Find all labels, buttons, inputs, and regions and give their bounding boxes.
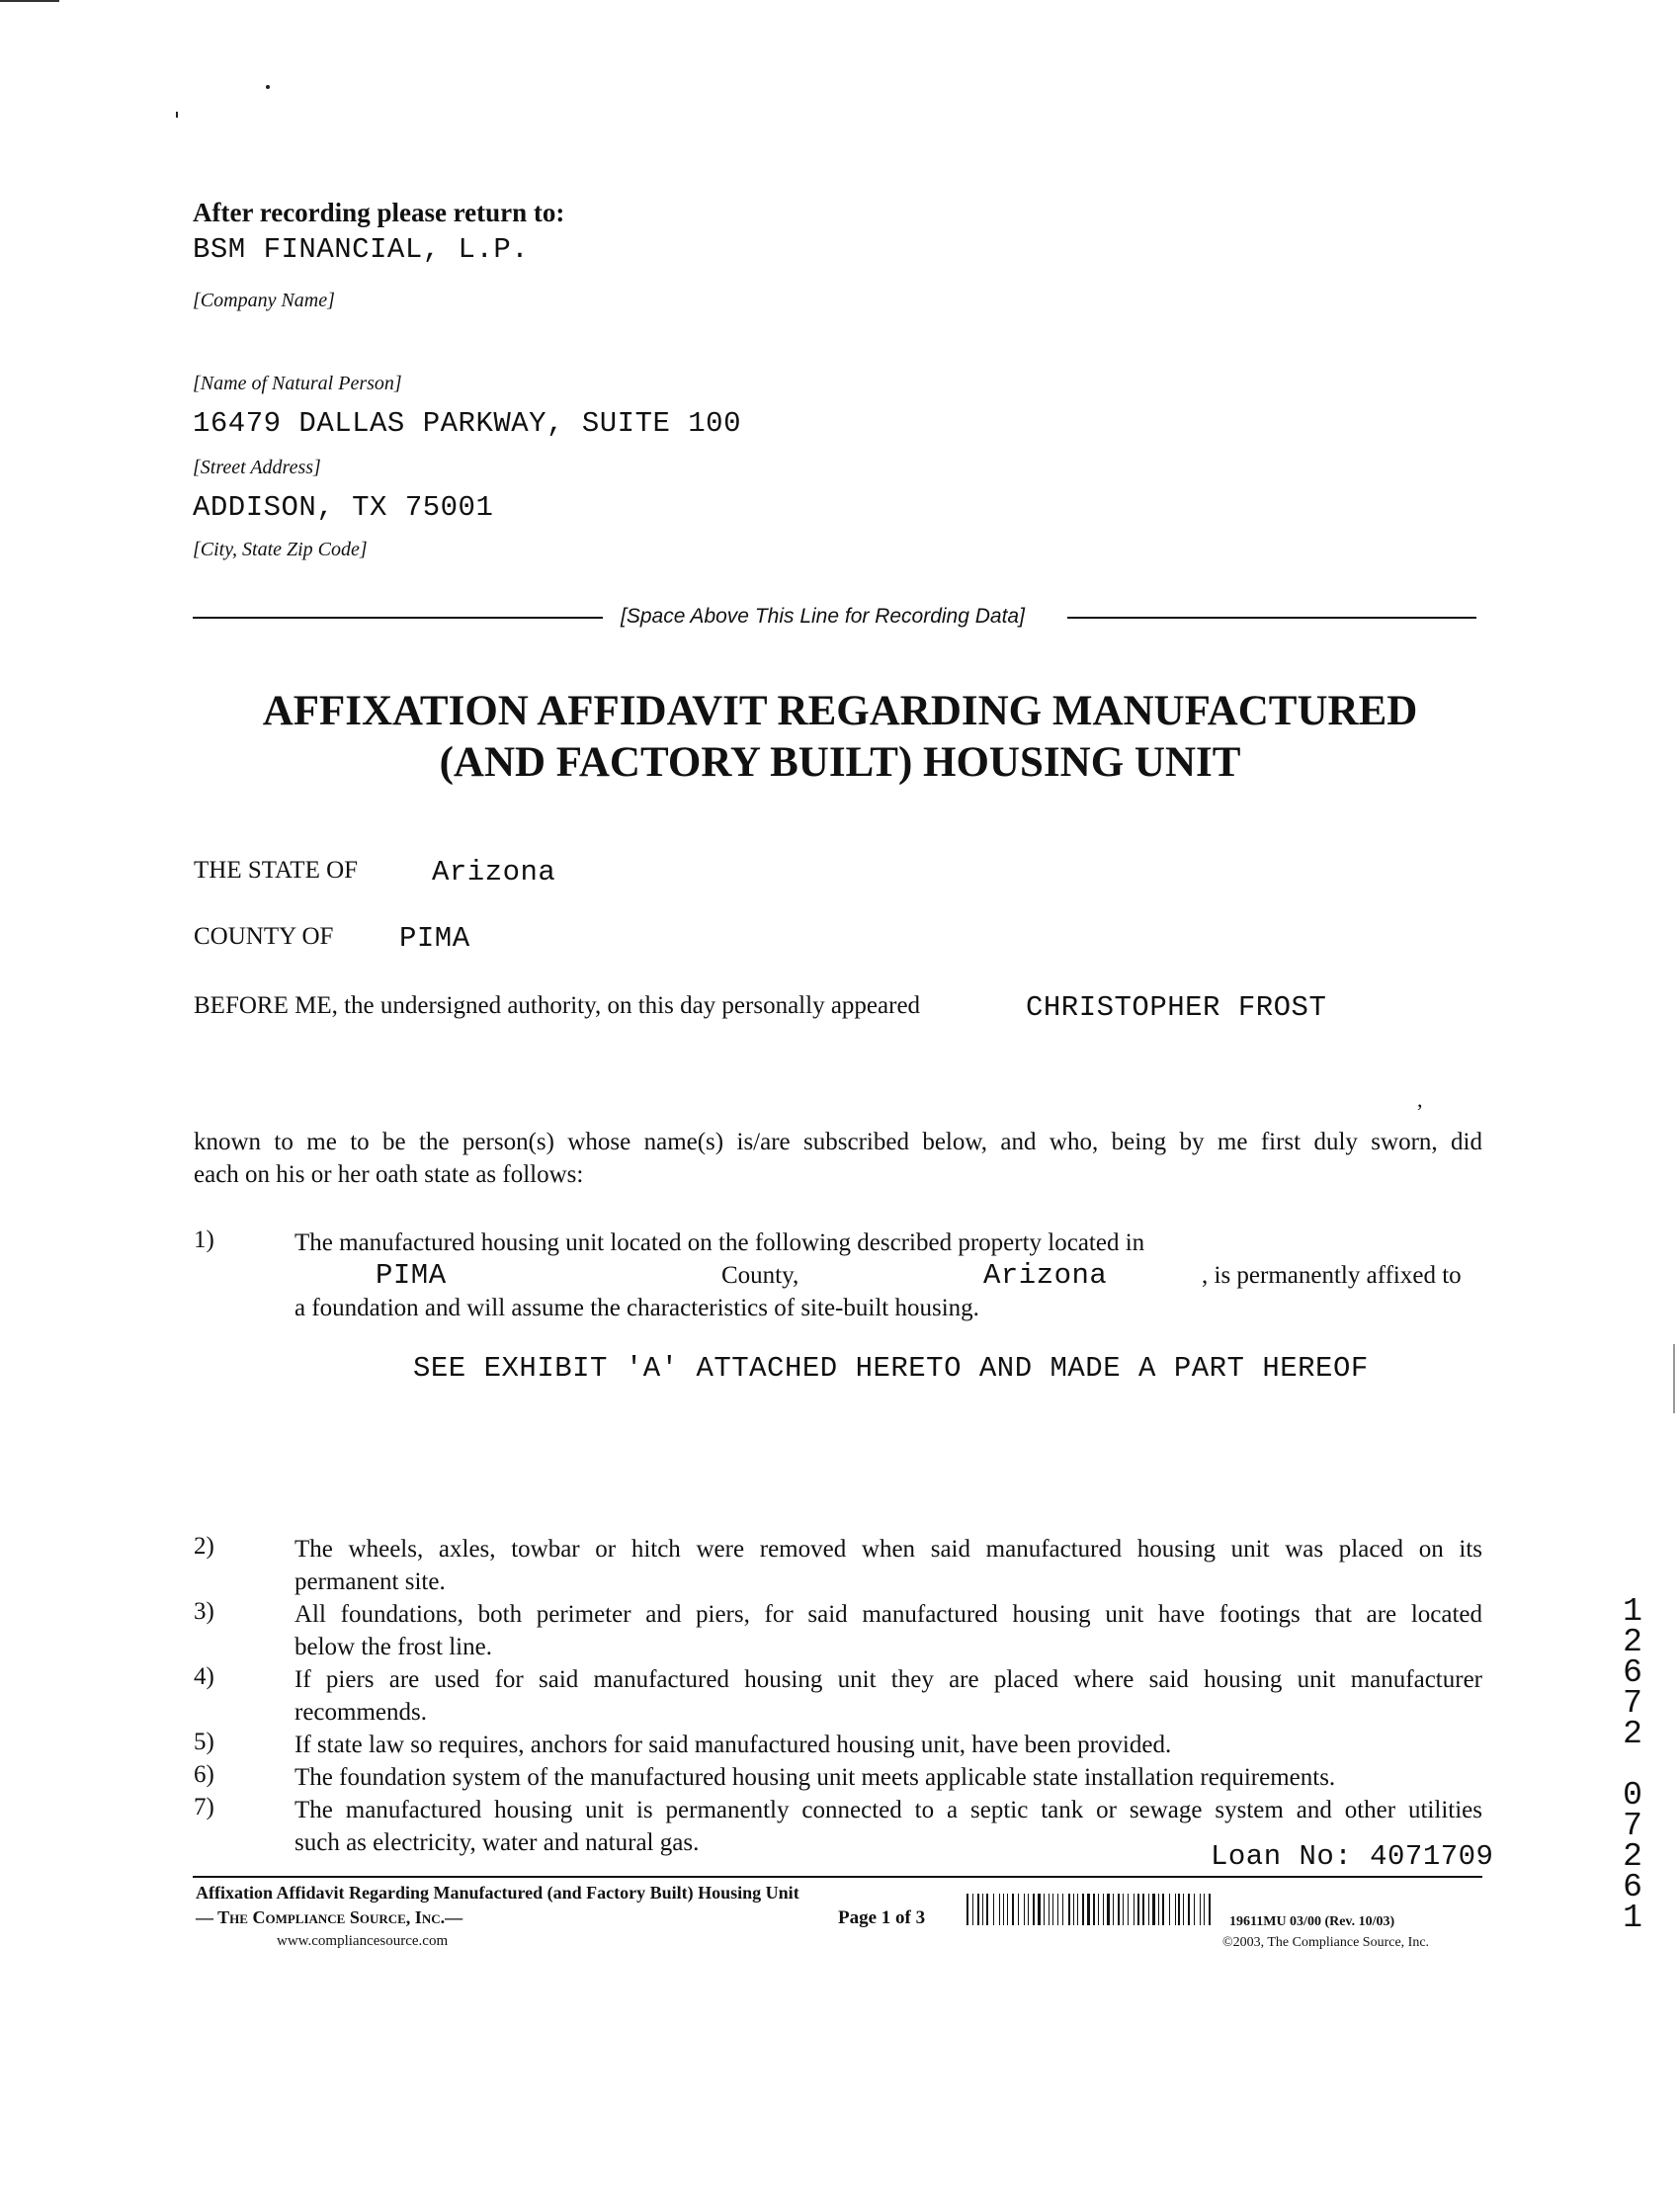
item-4-line1: If piers are used for said manufactured housing unit they are placed where said housing unit manufacturer <box>294 1666 1482 1693</box>
item-1-line1: The manufactured housing unit located on the following described property located in <box>294 1229 1145 1256</box>
item-7-number: 7) <box>194 1794 214 1820</box>
barcode-bar <box>1009 1894 1011 1925</box>
barcode-bar <box>1111 1894 1112 1925</box>
barcode-bar <box>1049 1894 1050 1925</box>
barcode-bar <box>1001 1894 1002 1925</box>
barcode-bar <box>1105 1894 1106 1925</box>
barcode-bar <box>1046 1894 1048 1925</box>
barcode-bar <box>1057 1894 1058 1925</box>
barcode-bar <box>1128 1894 1129 1925</box>
barcode-bar <box>1150 1894 1152 1925</box>
barcode-bar <box>1016 1894 1017 1925</box>
barcode-bar <box>1093 1894 1095 1925</box>
barcode-bar <box>1100 1894 1102 1925</box>
city-state-zip: ADDISON, TX 75001 <box>193 491 494 524</box>
barcode-bar <box>1060 1894 1061 1925</box>
item-4-number: 4) <box>194 1663 214 1690</box>
item-1-county: PIMA <box>376 1259 447 1292</box>
barcode-bar <box>995 1894 998 1925</box>
barcode-bar <box>1052 1894 1054 1925</box>
county-label: COUNTY OF <box>194 923 334 950</box>
city-caption: [City, State Zip Code] <box>193 539 368 560</box>
footer-page-number: Page 1 of 3 <box>838 1907 926 1928</box>
barcode-bar <box>1028 1894 1029 1925</box>
footer-form-code: 19611MU 03/00 (Rev. 10/03) <box>1229 1914 1395 1929</box>
barcode-bar <box>1204 1894 1205 1925</box>
barcode-bar <box>1171 1894 1174 1925</box>
item-5-number: 5) <box>194 1729 214 1755</box>
item-1-number: 1) <box>194 1227 214 1253</box>
barcode-bar <box>1196 1894 1199 1925</box>
barcode-bar <box>1033 1894 1035 1925</box>
barcode-bar <box>1156 1894 1157 1925</box>
barcode-bar <box>1115 1894 1117 1925</box>
barcode-bar <box>1005 1894 1006 1925</box>
separator-left <box>193 617 603 619</box>
side-stamp-digit: 2 <box>1623 1716 1642 1752</box>
exhibit-reference: SEE EXHIBIT 'A' ATTACHED HERETO AND MADE A PART HEREOF <box>413 1352 1369 1385</box>
barcode-bar <box>990 1894 992 1925</box>
side-stamp-digit: 7 <box>1623 1808 1642 1844</box>
barcode-bar <box>993 1894 994 1925</box>
return-heading: After recording please return to: <box>193 198 565 227</box>
barcode-bar <box>1130 1894 1133 1925</box>
item-3-number: 3) <box>194 1598 214 1625</box>
footer-website: www.compliancesource.com <box>277 1933 449 1949</box>
known-line-1: known to me to be the person(s) whose name(s) is/are subscribed below, and who, being by me first duly sworn, did <box>194 1129 1482 1155</box>
barcode-bar <box>1142 1894 1144 1925</box>
barcode-bar <box>1148 1894 1149 1925</box>
street-address: 16479 DALLAS PARKWAY, SUITE 100 <box>193 407 741 440</box>
separator-right <box>1067 617 1476 619</box>
street-caption: [Street Address] <box>193 457 321 478</box>
barcode-bar <box>1135 1894 1136 1925</box>
barcode-bar <box>1003 1894 1005 1925</box>
barcode-bar <box>1152 1894 1155 1925</box>
item-6-number: 6) <box>194 1761 214 1788</box>
barcode-bar <box>1077 1894 1078 1925</box>
barcode-bar <box>1007 1894 1008 1925</box>
barcode-bar <box>1178 1894 1180 1925</box>
barcode-bar <box>1085 1894 1086 1925</box>
scan-speck <box>266 85 270 89</box>
barcode-bar <box>1160 1894 1161 1925</box>
barcode-bar <box>984 1894 985 1925</box>
barcode-bar <box>1185 1894 1187 1925</box>
side-stamp-digit: 1 <box>1623 1593 1642 1630</box>
appeared-name: CHRISTOPHER FROST <box>1026 991 1327 1024</box>
side-stamp-digit: 2 <box>1623 1838 1642 1875</box>
item-1-state: Arizona <box>983 1259 1108 1292</box>
item-1-county-word: County, <box>721 1262 799 1289</box>
known-line-2: each on his or her oath state as follows: <box>194 1161 584 1188</box>
stray-comma: , <box>1417 1087 1423 1112</box>
item-2-line2: permanent site. <box>294 1568 446 1595</box>
barcode-bar <box>1087 1894 1090 1925</box>
barcode-bar <box>1162 1894 1164 1925</box>
footer-publisher: — The Compliance Source, Inc.— <box>196 1907 463 1927</box>
state-label: THE STATE OF <box>194 857 359 884</box>
barcode-bar <box>1068 1894 1070 1925</box>
barcode-bar <box>1050 1894 1051 1925</box>
barcode-bar <box>1098 1894 1099 1925</box>
barcode-bar <box>1123 1894 1124 1925</box>
state-value: Arizona <box>432 856 556 888</box>
barcode-bar <box>1079 1894 1080 1925</box>
barcode-bar <box>1188 1894 1190 1925</box>
item-4-line2: recommends. <box>294 1699 427 1726</box>
side-stamp-digit: 1 <box>1623 1900 1642 1936</box>
side-stamp-digit: 6 <box>1623 1654 1642 1691</box>
side-stamp-number <box>1613 1593 1652 1936</box>
barcode-bar <box>1103 1894 1104 1925</box>
barcode-bar <box>1118 1894 1120 1925</box>
barcode-bar <box>1201 1894 1203 1925</box>
barcode-bar <box>1137 1894 1139 1925</box>
side-stamp-digit: 2 <box>1623 1624 1642 1660</box>
barcode-bar <box>1064 1894 1067 1925</box>
barcode-bar <box>1166 1894 1168 1925</box>
county-value: PIMA <box>399 922 470 955</box>
barcode-bar <box>1026 1894 1028 1925</box>
barcode-bar <box>1030 1894 1031 1925</box>
item-7-line1: The manufactured housing unit is permanently connected to a septic tank or sewage system and other utilities <box>294 1797 1482 1823</box>
barcode-bar <box>1200 1894 1201 1925</box>
barcode-bar <box>1012 1894 1014 1925</box>
barcode-bar <box>1038 1894 1041 1925</box>
side-stamp-digit: 0 <box>1623 1777 1642 1814</box>
document-title-line2: (AND FACTORY BUILT) HOUSING UNIT <box>439 739 1241 786</box>
item-2-number: 2) <box>194 1533 214 1560</box>
barcode-bar <box>1181 1894 1182 1925</box>
barcode-bar <box>1107 1894 1110 1925</box>
barcode-bar <box>966 1894 968 1925</box>
barcode-bar <box>999 1894 1000 1925</box>
item-6-line1: The foundation system of the manufactured housing unit meets applicable state installation requirements. <box>294 1764 1336 1791</box>
barcode-bar <box>1194 1894 1195 1925</box>
barcode-bar <box>1044 1894 1045 1925</box>
barcode-bar <box>1126 1894 1128 1925</box>
barcode-bar <box>1071 1894 1072 1925</box>
barcode-bar <box>1073 1894 1074 1925</box>
side-stamp-digit <box>1613 1749 1652 1780</box>
item-3-line2: below the frost line. <box>294 1634 492 1660</box>
before-me-text: BEFORE ME, the undersigned authority, on this day personally appeared <box>194 992 921 1019</box>
barcode-bar <box>1096 1894 1097 1925</box>
barcode-bar <box>1075 1894 1077 1925</box>
barcode-bar <box>974 1894 976 1925</box>
barcode-bar <box>1054 1894 1056 1925</box>
item-1-affixed-text: , is permanently affixed to <box>1202 1262 1462 1289</box>
item-7-line2: such as electricity, water and natural gas. <box>294 1829 700 1856</box>
footer-form-title: Affixation Affidavit Regarding Manufactured (and Factory Built) Housing Unit <box>196 1883 799 1903</box>
barcode-bar <box>1036 1894 1037 1925</box>
barcode-bar <box>1176 1894 1177 1925</box>
item-5-line1: If state law so requires, anchors for said manufactured housing unit, have been provided. <box>294 1732 1172 1758</box>
barcode-bar <box>972 1894 973 1925</box>
scan-edge-mark <box>0 0 59 2</box>
barcode-bar <box>986 1894 988 1925</box>
scan-edge-mark <box>1673 1344 1675 1413</box>
barcode-bar <box>1024 1894 1025 1925</box>
item-2-line1: The wheels, axles, towbar or hitch were removed when said manufactured housing unit was placed on its <box>294 1536 1482 1563</box>
barcode-bar <box>980 1894 981 1925</box>
barcode-bar <box>969 1894 970 1925</box>
barcode-bar <box>1175 1894 1176 1925</box>
footer-rule <box>193 1876 1482 1878</box>
barcode-bar <box>1062 1894 1063 1925</box>
barcode-bar <box>1169 1894 1170 1925</box>
barcode-bar <box>1209 1894 1211 1925</box>
side-stamp-digit: 7 <box>1623 1685 1642 1722</box>
footer-copyright: ©2003, The Compliance Source, Inc. <box>1222 1935 1430 1950</box>
barcode-bar <box>1042 1894 1043 1925</box>
item-1-line3: a foundation and will assume the characteristics of site-built housing. <box>294 1295 979 1321</box>
barcode-bar <box>1206 1894 1207 1925</box>
barcode-bar <box>1145 1894 1146 1925</box>
barcode-bar <box>1113 1894 1114 1925</box>
barcode-bar <box>1121 1894 1122 1925</box>
barcode-bar <box>1158 1894 1159 1925</box>
person-caption: [Name of Natural Person] <box>193 373 402 394</box>
loan-number: Loan No: 4071709 <box>1211 1840 1494 1873</box>
barcode-bar <box>1091 1894 1092 1925</box>
barcode-bar <box>982 1894 983 1925</box>
barcode-bar <box>1140 1894 1141 1925</box>
company-caption: [Company Name] <box>193 290 335 311</box>
item-3-line1: All foundations, both perimeter and piers, for said manufactured housing unit have footings that are located <box>294 1601 1482 1628</box>
barcode-bar <box>977 1894 980 1925</box>
barcode-icon <box>966 1894 1212 1925</box>
company-name: BSM FINANCIAL, L.P. <box>193 233 530 266</box>
document-title-line1: AFFIXATION AFFIDAVIT REGARDING MANUFACTURED <box>262 688 1418 734</box>
recording-line-label: [Space Above This Line for Recording Data] <box>621 605 1025 628</box>
barcode-bar <box>1018 1894 1019 1925</box>
barcode-bar <box>1192 1894 1193 1925</box>
side-stamp-digit: 6 <box>1623 1869 1642 1905</box>
barcode-bar <box>1020 1894 1023 1925</box>
barcode-bar <box>1082 1894 1084 1925</box>
barcode-bar <box>1183 1894 1184 1925</box>
scan-speck <box>176 112 178 118</box>
